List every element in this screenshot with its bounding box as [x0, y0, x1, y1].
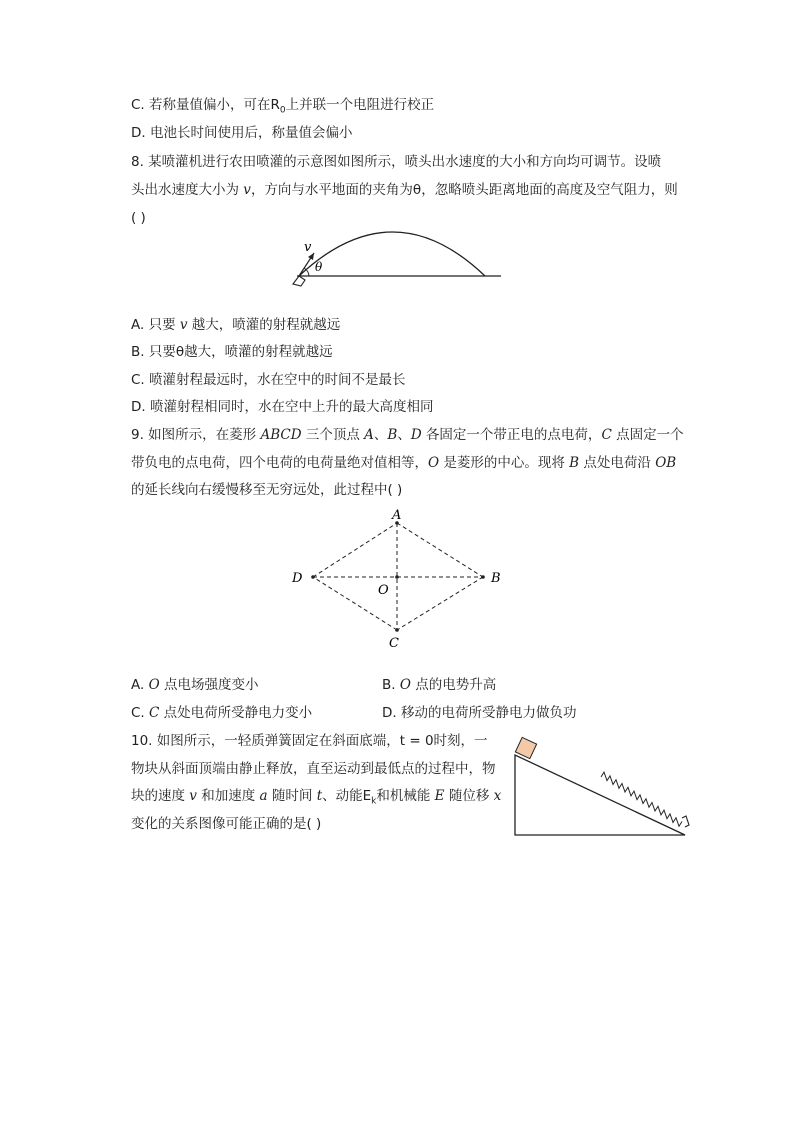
q9-option-b: B. O 点的电势升高	[382, 677, 497, 693]
q8-option-a: A. 只要 v 越大，喷灌的射程就越远	[131, 317, 341, 333]
q8-stem-line3: ( )	[131, 210, 146, 226]
q9-stem-line2: 带负电的点电荷，四个电荷的电荷量绝对值相等，O 是菱形的中心。现将 B 点处电荷沿 OB	[131, 455, 677, 471]
q8-sprinkler-figure	[285, 228, 505, 288]
q9-label-o: O	[378, 583, 389, 598]
q9-point-c	[395, 628, 399, 632]
q8-stem-line2: 头出水速度大小为 v，方向与水平地面的夹角为θ，忽略喷头距离地面的高度及空气阻力，则	[131, 182, 678, 198]
q10-incline	[515, 755, 685, 835]
q9-label-a: A	[392, 508, 402, 523]
q10-incline-figure	[505, 735, 700, 840]
q9-point-o	[395, 575, 399, 579]
q9-option-c: C. C 点处电荷所受静电力变小	[131, 705, 313, 721]
q9-option-a: A. O 点电场强度变小	[131, 677, 259, 693]
q9-edge-da	[313, 523, 397, 577]
q9-edge-ab	[397, 523, 483, 577]
q9-point-b	[481, 575, 485, 579]
q8-option-b: B. 只要θ越大，喷灌的射程就越远	[131, 344, 333, 360]
q7-option-d: D. 电池长时间使用后，称量值会偏小	[131, 125, 353, 141]
q8-water-trajectory	[299, 232, 485, 276]
q9-point-d	[311, 575, 315, 579]
q9-label-d: D	[292, 571, 303, 586]
q7-option-c: C. 若称量值偏小，可在$R_0$上并联一个电阻进行校正	[131, 97, 435, 116]
q10-wall	[682, 816, 689, 827]
q10-stem-line3: 块的速度 v 和加速度 a 随时间 t、动能$E_k$和机械能 E 随位移 x	[131, 788, 502, 807]
q8-stem-line1: 8. 某喷灌机进行农田喷灌的示意图如图所示，喷头出水速度的大小和方向均可调节。设喷	[131, 154, 662, 170]
q9-label-b: B	[491, 571, 501, 586]
q10-block	[515, 737, 536, 758]
q9-edge-bc	[397, 577, 483, 630]
q9-stem-line3: 的延长线向右缓慢移至无穷远处，此过程中( )	[131, 482, 403, 498]
q9-rhombus-figure	[285, 505, 510, 653]
q10-stem-line1: 10. 如图所示，一轻质弹簧固定在斜面底端，t = 0时刻，一	[131, 733, 488, 749]
q8-option-d: D. 喷灌射程相同时，水在空中上升的最大高度相同	[131, 399, 434, 415]
q9-label-c: C	[389, 636, 399, 651]
q8-label-v: v	[304, 240, 312, 255]
q9-stem-line1: 9. 如图所示，在菱形 ABCD 三个顶点 A、B、D 各固定一个带正电的点电荷，C 点固定一个	[131, 427, 684, 443]
q8-nozzle-icon	[293, 276, 305, 286]
q9-option-d: D. 移动的电荷所受静电力做负功	[382, 705, 577, 721]
q10-stem-line2: 物块从斜面顶端由静止释放，直至运动到最低点的过程中，物	[131, 761, 496, 777]
q10-stem-line4: 变化的关系图像可能正确的是( )	[131, 816, 322, 832]
q8-label-theta: θ	[315, 260, 323, 274]
q8-option-c: C. 喷灌射程最远时，水在空中的时间不是最长	[131, 372, 406, 388]
